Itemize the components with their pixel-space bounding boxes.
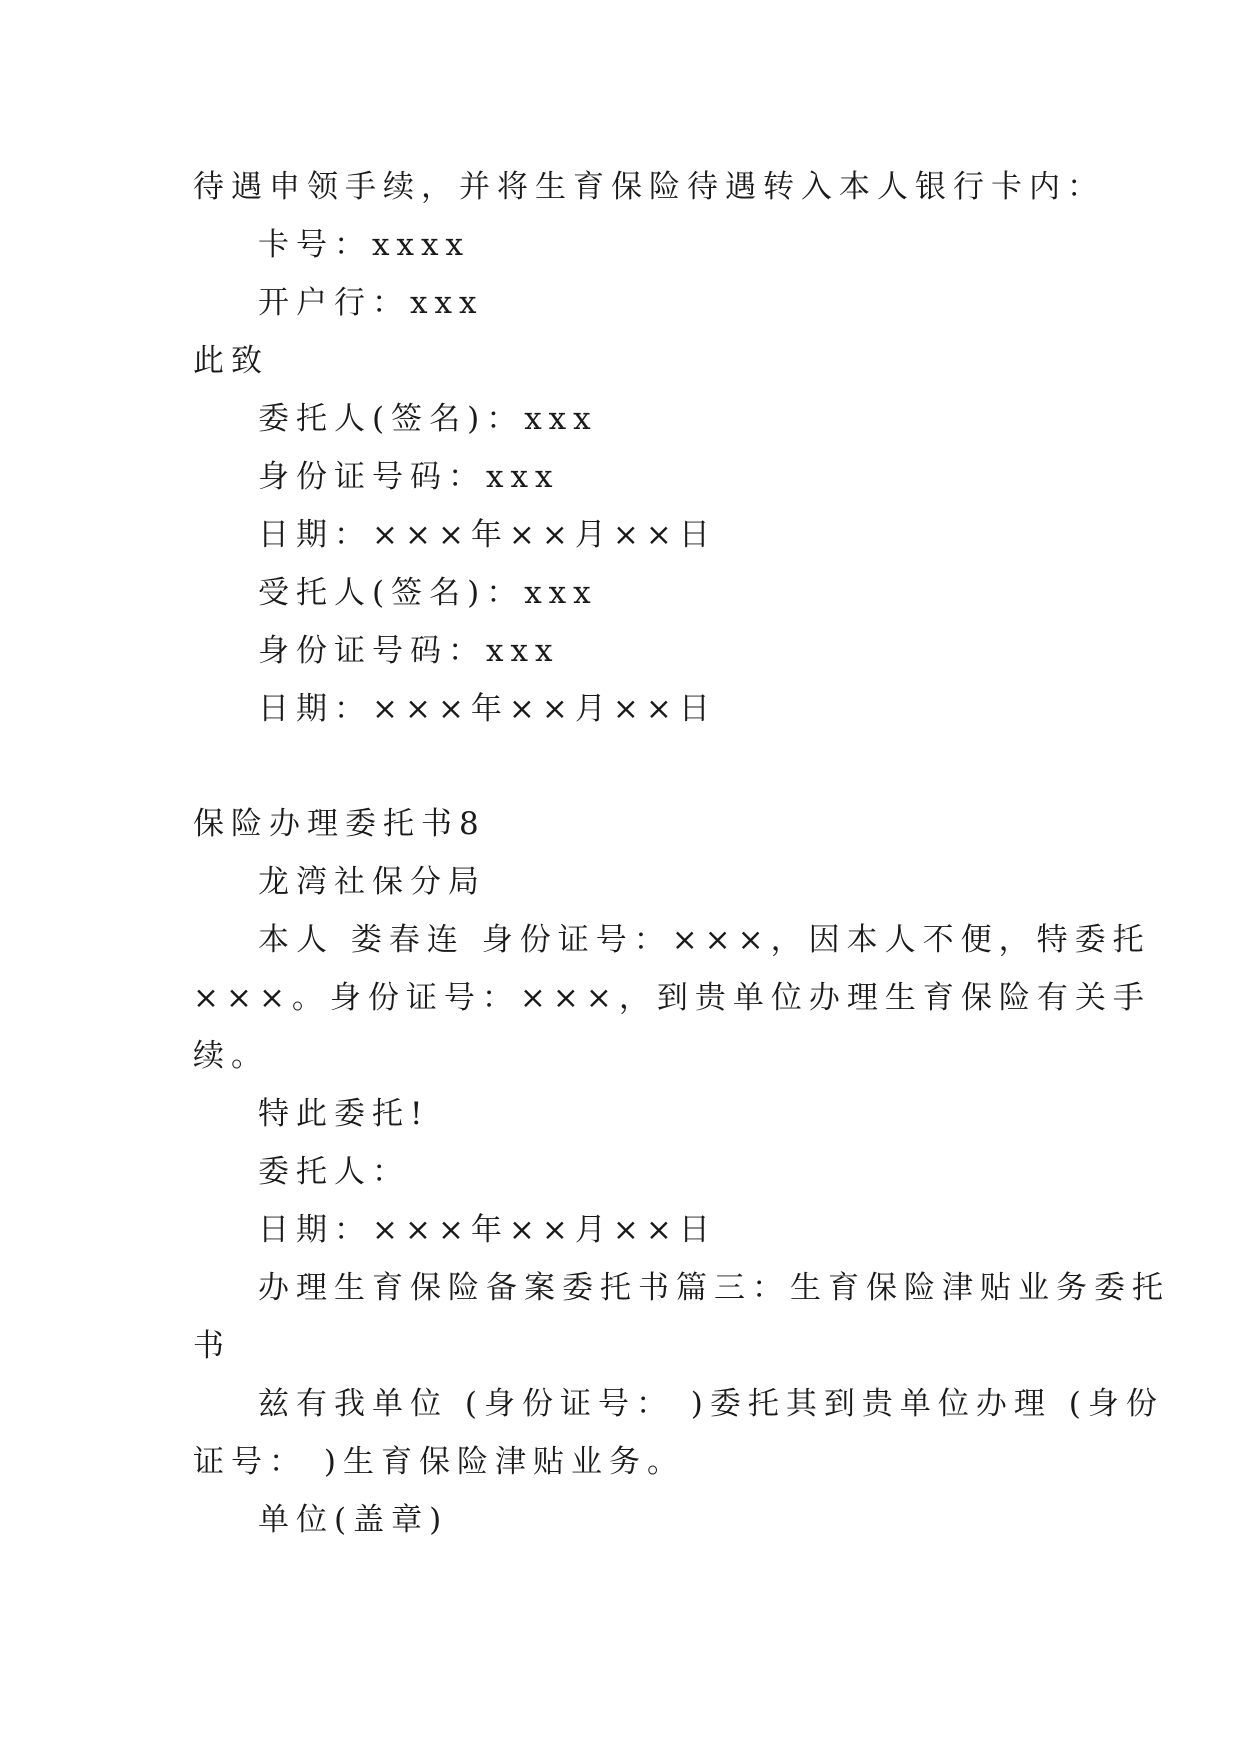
card-number-line: 卡号：xxxx [258, 227, 470, 263]
section-heading: 保险办理委托书8 [193, 806, 486, 842]
principal-date-line: 日期：×××年××月××日 [258, 517, 717, 553]
salutation-line: 此致 [193, 343, 269, 379]
closing-line: 特此委托! [258, 1096, 430, 1132]
seal-line: 单位(盖章) [258, 1502, 449, 1538]
section-title-line: 书 [193, 1328, 231, 1364]
section-title-line: 办理生育保险备案委托书篇三：生育保险津贴业务委托 [258, 1270, 1170, 1306]
bank-line: 开户行：xxx [258, 285, 484, 321]
addressee-line: 龙湾社保分局 [258, 864, 486, 900]
agent-date-line: 日期：×××年××月××日 [258, 691, 717, 727]
date-line: 日期：×××年××月××日 [258, 1212, 717, 1248]
agent-signature-line: 受托人(签名)：xxx [258, 575, 598, 611]
paragraph-line: 待遇申领手续，并将生育保险待遇转入本人银行卡内： [193, 169, 1105, 205]
paragraph-line: ×××。身份证号：×××，到贵单位办理生育保险有关手 [193, 980, 1151, 1016]
paragraph-line: 兹有我单位 (身份证号： )委托其到贵单位办理 (身份 [258, 1386, 1164, 1422]
paragraph-line: 续。 [193, 1038, 269, 1074]
principal-signature-line: 委托人(签名)：xxx [258, 401, 598, 437]
principal-id-line: 身份证号码：xxx [258, 459, 560, 495]
agent-id-line: 身份证号码：xxx [258, 633, 560, 669]
principal-line: 委托人： [258, 1154, 410, 1190]
paragraph-line: 本人 娄春连 身份证号：×××，因本人不便，特委托 [258, 922, 1151, 958]
paragraph-line: 证号： )生育保险津贴业务。 [193, 1444, 685, 1480]
